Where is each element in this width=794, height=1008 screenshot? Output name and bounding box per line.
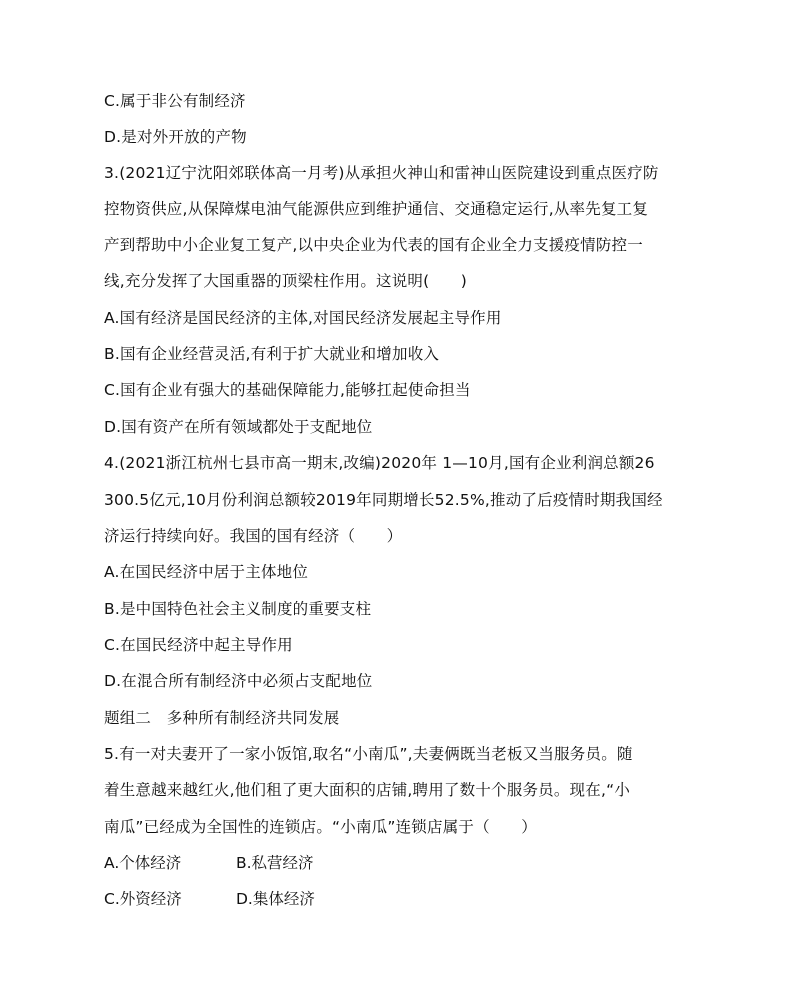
q4-option-b: B.是中国特色社会主义制度的重要支柱 — [104, 600, 372, 618]
q5-stem-line-1: 5.有一对夫妻开了一家小饭馆,取名“小南瓜”,夫妻俩既当老板又当服务员。随 — [104, 745, 633, 763]
q3-option-a: A.国有经济是国民经济的主体,对国民经济发展起主导作用 — [104, 309, 502, 327]
q5-stem-line-2: 着生意越来越红火,他们租了更大面积的店铺,聘用了数十个服务员。现在,“小 — [104, 781, 631, 799]
q3-option-b: B.国有企业经营灵活,有利于扩大就业和增加收入 — [104, 345, 440, 363]
q5-stem-line-3: 南瓜”已经成为全国性的连锁店。“小南瓜”连锁店属于（ ） — [104, 818, 537, 836]
q2-option-d: D.是对外开放的产物 — [104, 128, 247, 146]
q3-stem-line-1: 3.(2021辽宁沈阳郊联体高一月考)从承担火神山和雷神山医院建设到重点医疗防 — [104, 164, 659, 182]
q2-option-c: C.属于非公有制经济 — [104, 92, 246, 110]
q4-option-a: A.在国民经济中居于主体地位 — [104, 563, 309, 581]
group2-heading: 题组二 多种所有制经济共同发展 — [104, 709, 340, 727]
q3-option-d: D.国有资产在所有领域都处于支配地位 — [104, 418, 373, 436]
q5-option-a: A.个体经济 — [104, 854, 182, 872]
q4-stem-line-2: 300.5亿元,10月份利润总额较2019年同期增长52.5%,推动了后疫情时期我国经 — [104, 491, 663, 509]
q4-stem-line-3: 济运行持续向好。我国的国有经济（ ） — [104, 527, 403, 545]
q3-stem-line-4: 线,充分发挥了大国重器的顶梁柱作用。这说明( ) — [104, 272, 468, 290]
q3-stem-line-2: 控物资供应,从保障煤电油气能源供应到维护通信、交通稳定运行,从率先复工复 — [104, 200, 649, 218]
q4-option-c: C.在国民经济中起主导作用 — [104, 636, 293, 654]
q4-stem-line-1: 4.(2021浙江杭州七县市高一期末,改编)2020年 1—10月,国有企业利润总额26 — [104, 454, 655, 472]
q4-option-d: D.在混合所有制经济中必须占支配地位 — [104, 672, 373, 690]
q5-option-b: B.私营经济 — [236, 854, 314, 872]
q5-option-c: C.外资经济 — [104, 890, 182, 908]
q5-option-d: D.集体经济 — [236, 890, 315, 908]
q3-option-c: C.国有企业有强大的基础保障能力,能够扛起使命担当 — [104, 381, 471, 399]
q3-stem-line-3: 产到帮助中小企业复工复产,以中央企业为代表的国有企业全力支援疫情防控一 — [104, 236, 643, 254]
